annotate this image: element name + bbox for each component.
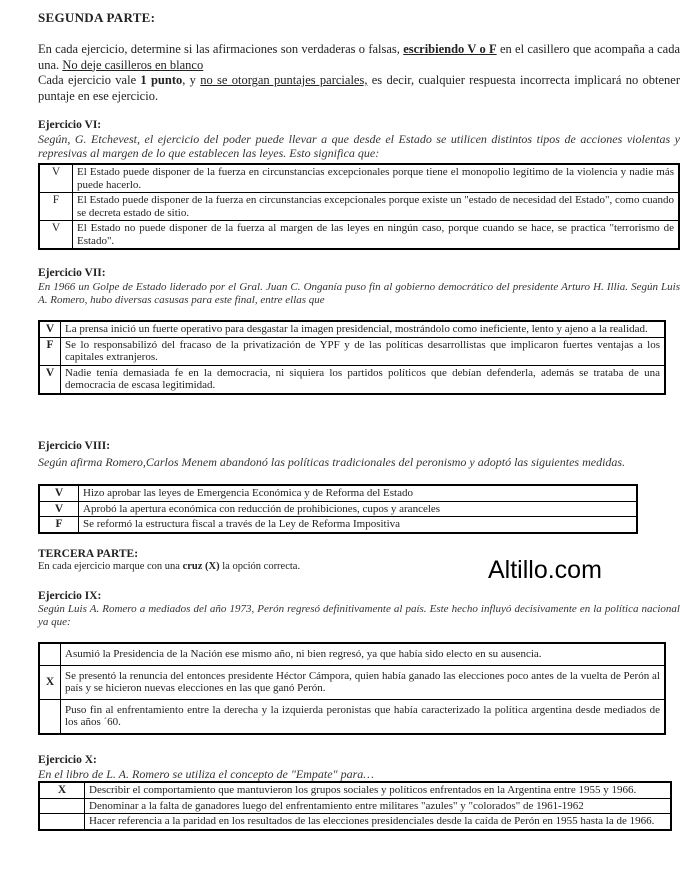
exercise-10-table xyxy=(38,781,672,831)
table-row xyxy=(39,164,679,193)
statement-cell: El Estado no puede disponer de la fuerza al margen de las leyes en ningún caso, porque cuando se hace, se practica "terrorismo de Estado". xyxy=(73,221,680,250)
exercise-7-statement: En 1966 un Golpe de Estado liderado por el Gral. Juan C. Onganía puso fin al gobierno democrático del presidente Arturo H. Illia. Según Luis A. Romero, hubo diversas casusas para este final, entre ellas que xyxy=(38,281,680,306)
exercise-8-statement: Según afirma Romero,Carlos Menem abandonó las políticas tradicionales del peronismo y adoptó las siguientes medidas. xyxy=(38,455,626,469)
section-title: SEGUNDA PARTE: xyxy=(38,10,156,25)
exercise-7-table xyxy=(38,320,666,395)
exercise-6-title: Ejercicio VI: xyxy=(38,119,102,131)
statement-cell: Puso fin al enfrentamiento entre la derecha y la izquierda peronistas que había caracterizado la política argentina desde mediados de los años ´60. xyxy=(61,699,666,734)
instructions-text: en el casillero que acompaña a cada una. xyxy=(38,42,680,72)
table-row xyxy=(39,643,665,665)
answer-box[interactable] xyxy=(39,699,61,734)
table-row xyxy=(39,321,665,337)
watermark-brand: Altillo.com xyxy=(488,556,602,584)
answer-box[interactable]: V xyxy=(39,365,61,394)
answer-box[interactable]: V xyxy=(39,221,73,250)
statement-cell: Hizo aprobar las leyes de Emergencia Económica y de Reforma del Estado xyxy=(79,485,638,501)
instructions-points: 1 punto xyxy=(140,73,183,87)
instructions-warning: No deje casilleros en blanco xyxy=(62,57,204,72)
statement-cell: Se reformó la estructura fiscal a través de la Ley de Reforma Impositiva xyxy=(79,517,638,533)
exercise-8-table xyxy=(38,484,638,534)
exercise-10-title: Ejercicio X: xyxy=(38,754,97,766)
instructions-text: es decir, cualquier respuesta incorrecta implicará no obtener puntaje en ese ejercicio. xyxy=(38,73,680,103)
instructions-text: la opción correcta. xyxy=(219,561,301,572)
statement-cell: Se lo responsabilizó del fracaso de la privatización de YPF y de las políticas desarrollistas que implicaron fuertes ventajas a los capitales extranjeros. xyxy=(61,337,666,365)
table-row xyxy=(39,699,665,734)
statement-cell: Se presentó la renuncia del entonces presidente Héctor Cámpora, quien había ganado las elecciones poco antes de la vuelta de Perón al país y se hicieron nuevas elecciones en las que ganó Perón. xyxy=(61,665,666,699)
statement-cell: Describir el comportamiento que mantuvieron los grupos sociales y políticos enfrentados en la Argentina entre 1955 y 1966. xyxy=(85,782,672,798)
table-row xyxy=(39,501,637,517)
exercise-7-title: Ejercicio VII: xyxy=(38,267,106,279)
table-row xyxy=(39,814,671,830)
answer-box[interactable]: F xyxy=(39,193,73,221)
statement-cell: El Estado puede disponer de la fuerza en circunstancias excepcionales porque existe un "estado de necesidad del Estado", como cuando se decreta estado de sitio. xyxy=(73,193,680,221)
answer-box[interactable]: V xyxy=(39,164,73,193)
exercise-8-title: Ejercicio VIII: xyxy=(38,440,111,452)
answer-box[interactable]: V xyxy=(39,321,61,337)
instructions-warning: no se otorgan puntajes parciales, xyxy=(200,73,368,87)
table-row xyxy=(39,365,665,394)
answer-box[interactable]: V xyxy=(39,501,79,517)
exercise-9-statement: Según Luis A. Romero a mediados del año 1973, Perón regresó definitivamente al país. Este hecho influyó decisivamente en la política nacional ya que: xyxy=(38,603,680,628)
answer-box[interactable] xyxy=(39,798,85,814)
instructions xyxy=(38,42,680,104)
statement-cell: Aprobó la apertura económica con reducción de prohibiciones, cupos y aranceles xyxy=(79,501,638,517)
instructions-text: En cada ejercicio marque con una xyxy=(38,561,183,572)
section-3-instructions xyxy=(38,561,300,572)
instructions-emphasis: escribiendo V o F xyxy=(403,42,497,56)
answer-box[interactable] xyxy=(39,643,61,665)
statement-cell: Nadie tenía demasiada fe en la democracia, ni siquiera los partidos políticos que debían defenderla, además se trataba de una democracia de escasa legitimidad. xyxy=(61,365,666,394)
exercise-6-table xyxy=(38,163,680,250)
exercise-9-table xyxy=(38,642,666,735)
exercise-10-statement: En el libro de L. A. Romero se utiliza el concepto de "Empate" para… xyxy=(38,767,374,781)
instructions-text: En cada ejercicio, determine si las afirmaciones son verdaderas o falsas, xyxy=(38,42,404,56)
answer-box[interactable] xyxy=(39,814,85,830)
statement-cell: El Estado puede disponer de la fuerza en circunstancias excepcionales porque tiene el monopolio legítimo de la violencia y nadie más puede hacerlo. xyxy=(73,164,680,193)
table-row xyxy=(39,782,671,798)
table-row xyxy=(39,665,665,699)
table-row xyxy=(39,485,637,501)
instructions-emphasis: cruz (X) xyxy=(182,561,220,572)
exercise-6-statement: Según, G. Etchevest, el ejercicio del poder puede llevar a que desde el Estado se utilicen distintos tipos de acciones violentas y represivas al margen de lo que establecen las leyes. Esto significa que: xyxy=(38,132,680,160)
statement-cell: La prensa inició un fuerte operativo para desgastar la imagen presidencial, mostrándolo como ineficiente, lento y ajeno a la realidad. xyxy=(61,321,666,337)
table-row xyxy=(39,517,637,533)
answer-box[interactable]: F xyxy=(39,517,79,533)
instructions-text: , y xyxy=(182,73,201,87)
statement-cell: Asumió la Presidencia de la Nación ese mismo año, ni bien regresó, ya que había sido electo en su ausencia. xyxy=(61,643,666,665)
section-3-title: TERCERA PARTE: xyxy=(38,548,139,560)
exercise-9-title: Ejercicio IX: xyxy=(38,590,102,602)
statement-cell: Denominar a la falta de ganadores luego del enfrentamiento entre militares "azules" y "colorados" de 1961-1962 xyxy=(85,798,672,814)
statement-cell: Hacer referencia a la paridad en los resultados de las elecciones presidenciales desde la caída de Perón en 1955 hasta la de 1966. xyxy=(85,814,672,830)
table-row xyxy=(39,193,679,221)
answer-box[interactable]: X xyxy=(39,782,85,798)
table-row xyxy=(39,337,665,365)
answer-box[interactable]: F xyxy=(39,337,61,365)
table-row xyxy=(39,798,671,814)
answer-box[interactable]: V xyxy=(39,485,79,501)
answer-box[interactable]: X xyxy=(39,665,61,699)
table-row xyxy=(39,221,679,250)
instructions-text: Cada ejercicio vale xyxy=(38,73,141,87)
